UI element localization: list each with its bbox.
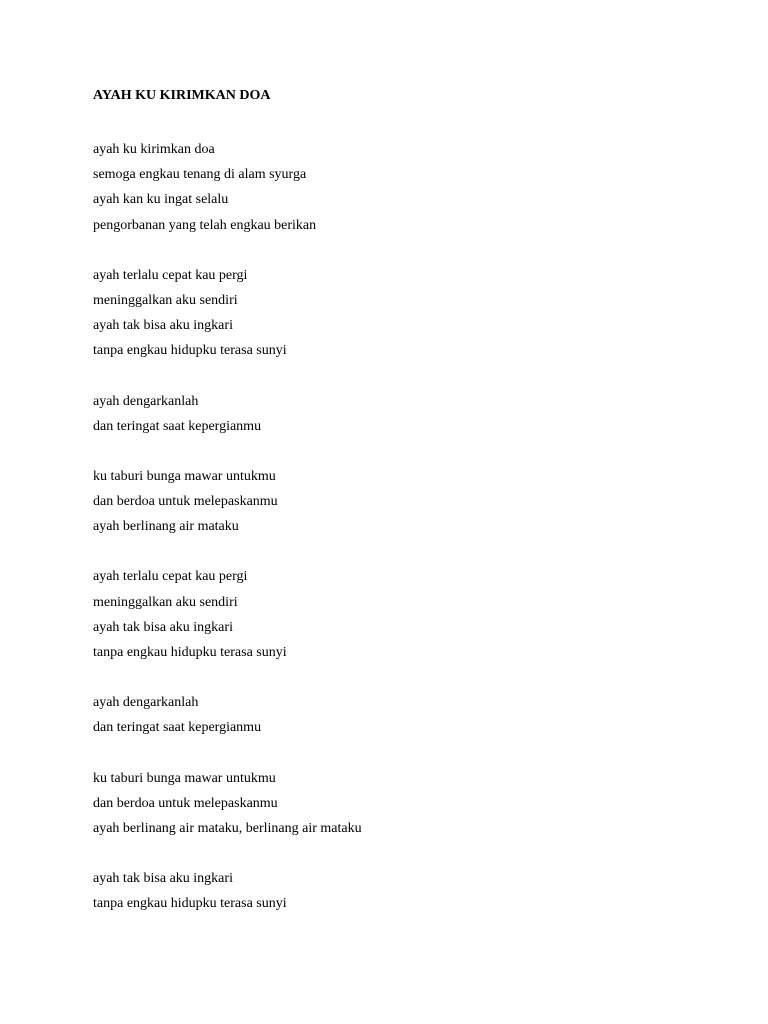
lyric-line: ayah tak bisa aku ingkari [93, 619, 233, 635]
lyric-line: ayah berlinang air mataku, berlinang air mataku [93, 820, 362, 836]
lyric-line: meninggalkan aku sendiri [93, 594, 238, 610]
lyric-line: tanpa engkau hidupku terasa sunyi [93, 645, 287, 660]
lyric-line: dan berdoa untuk melepaskanmu [93, 494, 278, 510]
stanza [93, 866, 733, 916]
lyric-line: ayah tak bisa aku ingkari [93, 318, 233, 334]
stanza [93, 137, 733, 238]
lyric-line: ayah dengarkanlah [93, 695, 199, 711]
lyric-line: ku taburi bunga mawar untukmu [93, 770, 276, 786]
lyric-line: dan berdoa untuk melepaskanmu [93, 795, 278, 811]
stanza [93, 464, 733, 540]
lyric-line: ayah terlalu cepat kau pergi [93, 267, 248, 283]
stanza [93, 690, 733, 740]
stanza [93, 564, 733, 665]
stanza [93, 263, 733, 364]
lyric-line: ku taburi bunga mawar untukmu [93, 468, 276, 484]
lyric-line: ayah kan ku ingat selalu [93, 192, 229, 208]
lyric-line: meninggalkan aku sendiri [93, 292, 238, 308]
lyric-line: semoga engkau tenang di alam syurga [93, 167, 307, 183]
stanza [93, 766, 733, 842]
lyric-line: tanpa engkau hidupku terasa sunyi [93, 896, 287, 912]
lyric-line: ayah dengarkanlah [93, 393, 199, 409]
stanza [93, 389, 733, 439]
lyric-line: dan teringat saat kepergianmu [93, 720, 262, 736]
lyric-line: ayah terlalu cepat kau pergi [93, 569, 248, 585]
lyric-line: pengorbanan yang telah engkau berikan [93, 217, 317, 233]
lyric-line: ayah berlinang air mataku [93, 519, 239, 535]
lyric-line: ayah tak bisa aku ingkari [93, 871, 233, 887]
document-title: AYAH KU KIRIMKAN DOA [93, 88, 271, 103]
lyric-line: dan teringat saat kepergianmu [93, 418, 262, 434]
lyric-line: ayah ku kirimkan doa [93, 142, 215, 157]
lyric-line: tanpa engkau hidupku terasa sunyi [93, 343, 287, 359]
lyrics-body [93, 137, 733, 942]
